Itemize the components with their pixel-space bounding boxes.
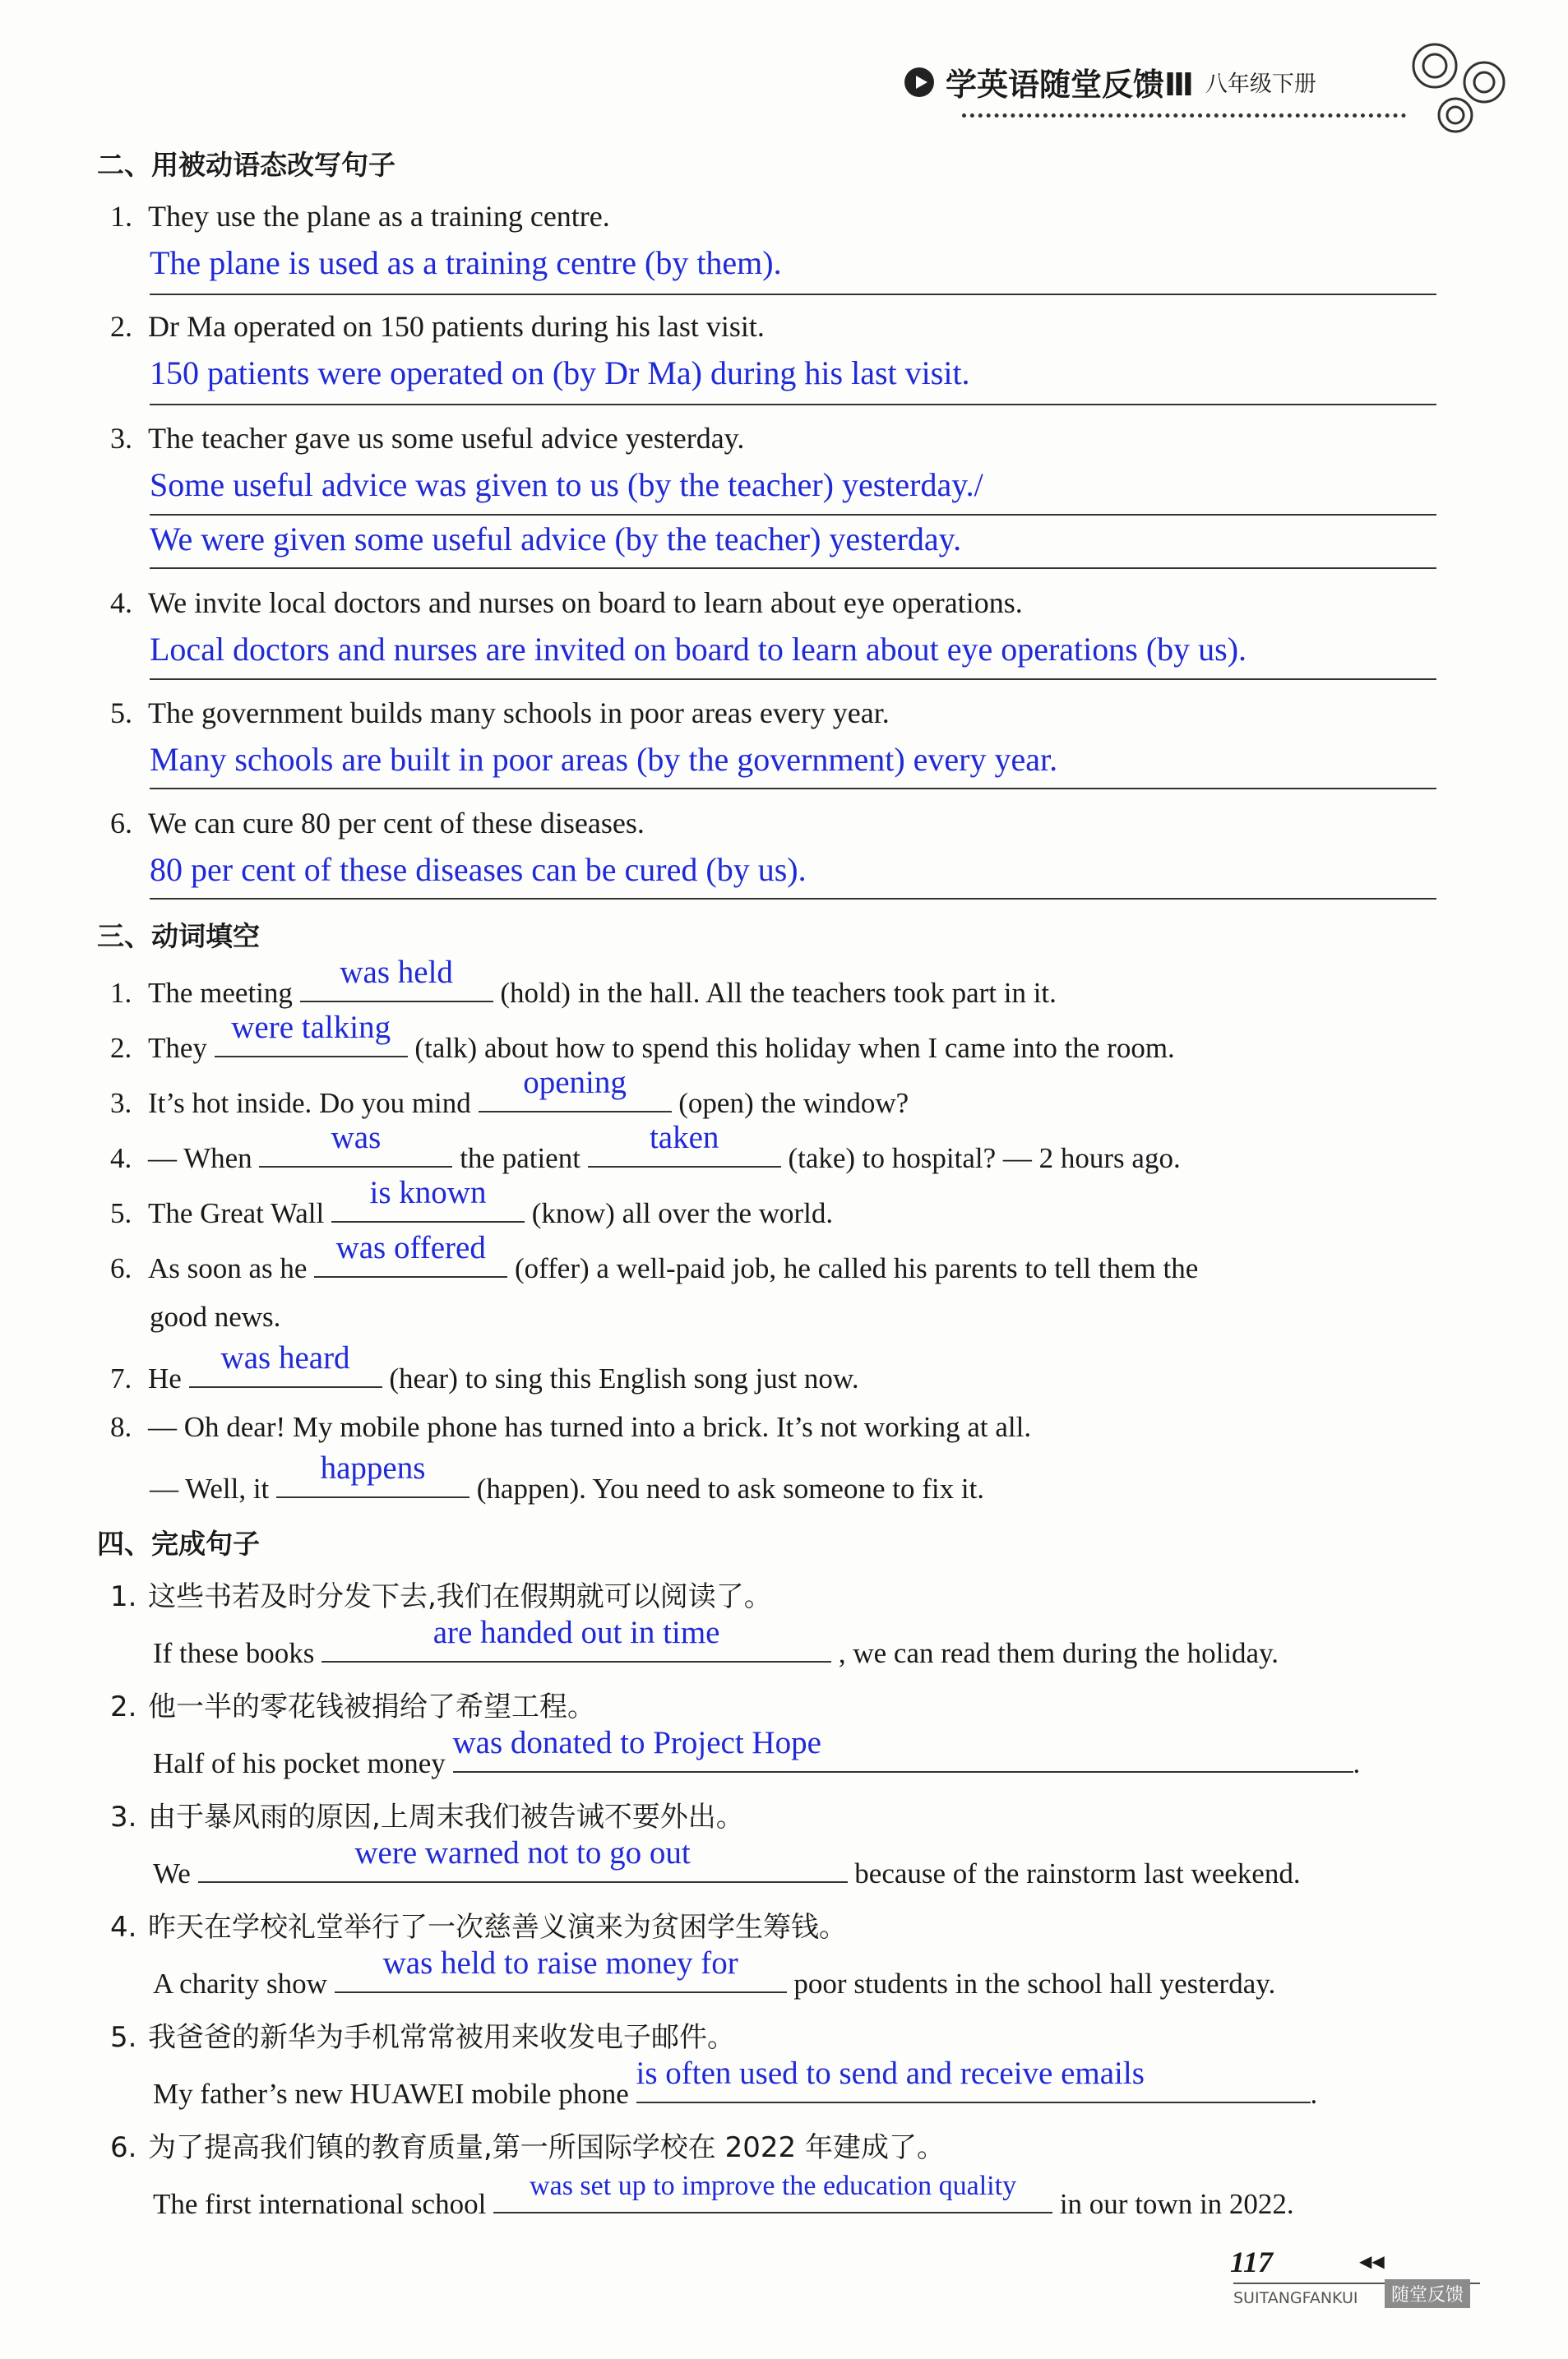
answer-line <box>150 404 1436 405</box>
answer-blank: was held <box>300 970 493 1002</box>
question-number: 6. <box>110 807 132 840</box>
s3-line-6: 6. As soon as he was offered (offer) a well-paid job, he called his parents to tell them the <box>110 1229 1199 1284</box>
section-2-title: 二、用被动语态改写句子 <box>97 149 395 181</box>
answer-blank: taken <box>588 1136 781 1168</box>
s3-line-8: 8. — Oh dear! My mobile phone has turned into a brick. It’s not working at all. <box>110 1411 1032 1443</box>
footer-brand: SUITANGFANKUI <box>1233 2289 1358 2307</box>
answer-blank: was offered <box>314 1246 507 1278</box>
s2-question-3: 3. The teacher gave us some useful advice yesterday. <box>110 422 745 455</box>
answer-blank: are handed out in time <box>321 1630 831 1663</box>
s4-line-6: The first international school was set up to improve the education quality in our town in 2022. <box>153 2170 1294 2220</box>
s4-prompt-6: 6. 为了提高我们镇的教育质量,第一所国际学校在 2022 年建成了。 <box>110 2131 945 2164</box>
s3-line-6-cont: good news. <box>150 1301 281 1333</box>
s3-line-7: 7. He was heard (hear) to sing this English song just now. <box>110 1339 859 1395</box>
s4-prompt-2: 2. 他一半的零花钱被捐给了希望工程。 <box>110 1691 595 1723</box>
play-icon <box>904 67 934 97</box>
answer-blank: was <box>259 1136 452 1168</box>
s2-answer-6: 80 per cent of these diseases can be cured (by us). <box>150 851 807 888</box>
s4-prompt-5: 5. 我爸爸的新华为手机常常被用来收发电子邮件。 <box>110 2021 735 2054</box>
s4-prompt-4: 4. 昨天在学校礼堂举行了一次慈善义演来为贫困学生筹钱。 <box>110 1911 847 1944</box>
s2-question-4: 4. We invite local doctors and nurses on board to learn about eye operations. <box>110 586 1023 619</box>
question-number: 3. <box>110 422 132 455</box>
s2-answer-3b: We were given some useful advice (by the teacher) yesterday. <box>150 520 962 557</box>
s3-line-8-reply: — Well, it happens (happen). You need to ask someone to fix it. <box>150 1450 985 1505</box>
s2-answer-3a: Some useful advice was given to us (by the teacher) yesterday./ <box>150 466 983 503</box>
answer-blank: were talking <box>215 1025 408 1057</box>
s4-line-3: We were warned not to go out because of the rainstorm last weekend. <box>153 1834 1301 1890</box>
s2-answer-2: 150 patients were operated on (by Dr Ma) during his last visit. <box>150 354 970 391</box>
answer-blank: was heard <box>189 1356 382 1388</box>
book-title: 学英语随堂反馈Ⅲ <box>946 67 1194 103</box>
answer-blank: is often used to send and receive emails <box>636 2071 1311 2103</box>
answer-blank: was set up to improve the education quality <box>493 2181 1052 2213</box>
question-number: 5. <box>110 696 132 729</box>
answer-line <box>150 678 1436 680</box>
question-number: 2. <box>110 310 132 343</box>
s3-line-1: 1. The meeting was held (hold) in the hall. All the teachers took part in it. <box>110 954 1057 1009</box>
answer-blank: was donated to Project Hope <box>453 1741 1353 1773</box>
answer-blank: were warned not to go out <box>198 1851 848 1883</box>
answer-blank: happens <box>276 1466 469 1498</box>
s4-prompt-3: 3. 由于暴风雨的原因,上周末我们被告诫不要外出。 <box>110 1801 744 1834</box>
s2-question-5: 5. The government builds many schools in poor areas every year. <box>110 696 890 729</box>
page-number: 117 <box>1230 2246 1274 2278</box>
section-4-title: 四、完成句子 <box>97 1528 260 1560</box>
s2-question-1: 1. They use the plane as a training centre. <box>110 200 610 233</box>
answer-blank: was held to raise money for <box>335 1961 787 1993</box>
header-divider <box>962 113 1406 118</box>
s4-line-1: If these books are handed out in time , we can read them during the holiday. <box>153 1614 1279 1669</box>
question-number: 4. <box>110 586 132 619</box>
arrow-left-icon: ◀◀ <box>1359 2253 1385 2271</box>
page-header <box>904 59 1316 104</box>
s3-line-4: 4. — When was the patient taken (take) to hospital? — 2 hours ago. <box>110 1119 1181 1174</box>
grade-label: 八年级下册 <box>1205 72 1316 97</box>
section-3-title: 三、动词填空 <box>97 920 260 952</box>
answer-line <box>150 788 1436 789</box>
s2-answer-1: The plane is used as a training centre (by them). <box>150 244 782 281</box>
answer-blank: opening <box>479 1080 672 1112</box>
footer-tag: 随堂反馈 <box>1385 2279 1470 2308</box>
answer-line <box>150 898 1436 900</box>
question-number: 1. <box>110 200 132 233</box>
s2-question-2: 2. Dr Ma operated on 150 patients during his last visit. <box>110 310 765 343</box>
s3-line-2: 2. They were talking (talk) about how to spend this holiday when I came into the room. <box>110 1009 1175 1064</box>
s2-answer-5: Many schools are built in poor areas (by the government) every year. <box>150 741 1058 778</box>
s4-prompt-1: 1. 这些书若及时分发下去,我们在假期就可以阅读了。 <box>110 1580 772 1613</box>
s2-question-6: 6. We can cure 80 per cent of these diseases. <box>110 807 645 840</box>
s4-line-2: Half of his pocket money was donated to Project Hope . <box>153 1724 1361 1779</box>
answer-line <box>150 294 1436 295</box>
answer-blank: is known <box>331 1191 525 1223</box>
flower-decoration-icon <box>1398 25 1521 140</box>
s2-answer-4: Local doctors and nurses are invited on board to learn about eye operations (by us). <box>150 631 1247 668</box>
s3-line-3: 3. It’s hot inside. Do you mind opening (open) the window? <box>110 1064 909 1119</box>
s4-line-5: My father’s new HUAWEI mobile phone is often used to send and receive emails . <box>153 2055 1318 2110</box>
answer-line <box>150 567 1436 569</box>
s4-line-4: A charity show was held to raise money for poor students in the school hall yesterday. <box>153 1945 1276 2000</box>
answer-line <box>150 514 1436 516</box>
s3-line-5: 5. The Great Wall is known (know) all over the world. <box>110 1174 834 1229</box>
